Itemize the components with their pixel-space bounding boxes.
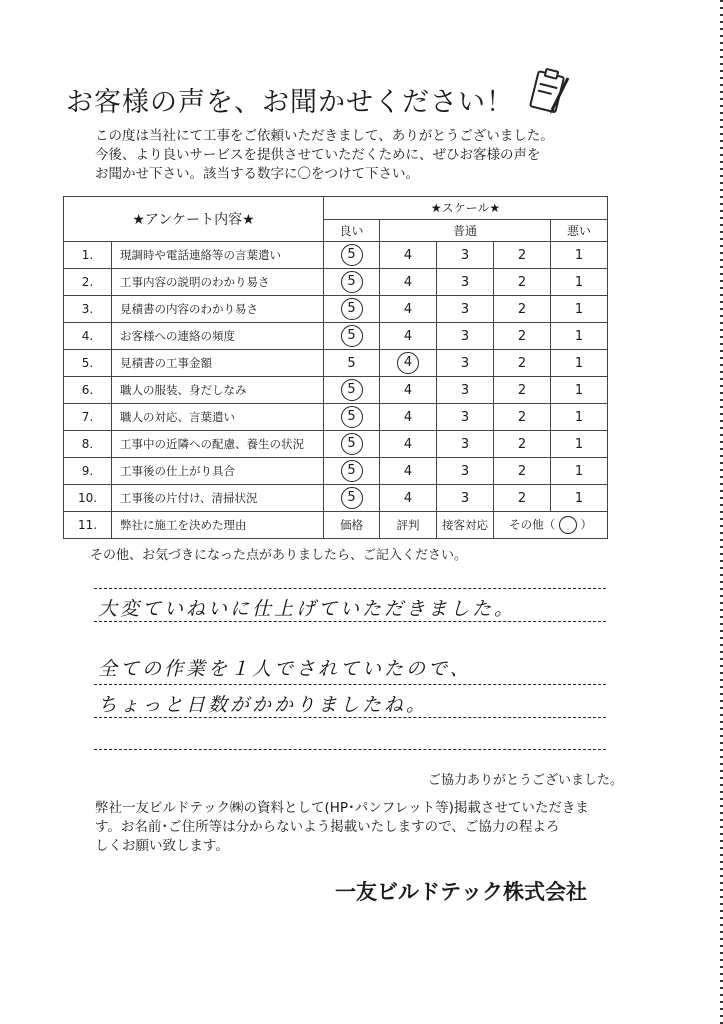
rating-cell xyxy=(494,296,551,323)
question-text: 職人の服装、身だしなみ xyxy=(112,377,324,404)
rating-cell xyxy=(324,404,380,431)
question-text: 現調時や電話連絡等の言葉遣い xyxy=(112,242,324,269)
option-service: 接客対応 xyxy=(437,512,494,539)
rating-cell xyxy=(437,269,494,296)
row-number: 8. xyxy=(64,431,112,458)
table-row xyxy=(64,458,608,485)
rating-value: 1 xyxy=(574,301,584,317)
handwritten-comment: 大変ていねいに仕上げていただきました。 xyxy=(98,598,517,620)
intro-text xyxy=(95,127,615,184)
row-number: 2. xyxy=(64,269,112,296)
comment-line xyxy=(94,588,606,589)
rating-value: 4 xyxy=(403,490,413,506)
rating-value: 5 xyxy=(347,355,356,371)
rating-value: 1 xyxy=(574,328,584,344)
row-number: 7. xyxy=(64,404,112,431)
survey-header-title: ★アンケート内容★ xyxy=(64,197,324,242)
rating-value: 4 xyxy=(403,328,413,344)
rating-selected: 5 xyxy=(341,379,363,401)
rating-value: 1 xyxy=(574,436,584,452)
question-text: お客様への連絡の頻度 xyxy=(112,323,324,350)
rating-selected: 5 xyxy=(341,271,363,293)
rating-value: 2 xyxy=(517,274,527,290)
intro-line: お聞かせ下さい。該当する数字に〇をつけて下さい。 xyxy=(95,166,419,182)
rating-cell xyxy=(324,296,380,323)
rating-cell xyxy=(437,431,494,458)
rating-selected: 5 xyxy=(341,487,363,509)
rating-value: 3 xyxy=(460,382,470,398)
rating-cell xyxy=(380,458,437,485)
rating-value: 1 xyxy=(574,247,584,263)
rating-cell xyxy=(494,458,551,485)
rating-cell xyxy=(380,269,437,296)
rating-cell xyxy=(437,485,494,512)
row-number: 1. xyxy=(64,242,112,269)
option-other-close: ） xyxy=(580,517,592,532)
rating-value: 3 xyxy=(460,409,470,425)
rating-cell xyxy=(437,377,494,404)
rating-cell xyxy=(551,242,608,269)
rating-selected: 5 xyxy=(341,460,363,482)
rating-cell xyxy=(380,404,437,431)
rating-value: 2 xyxy=(517,355,527,371)
table-row xyxy=(64,242,608,269)
rating-value: 3 xyxy=(460,355,470,371)
clipboard-pencil-icon xyxy=(522,66,574,118)
rating-value: 4 xyxy=(403,301,413,317)
table-row xyxy=(64,296,608,323)
rating-cell xyxy=(380,296,437,323)
comment-line xyxy=(94,684,606,685)
rating-selected: 5 xyxy=(341,433,363,455)
row-number: 4. xyxy=(64,323,112,350)
table-row xyxy=(64,269,608,296)
rating-value: 3 xyxy=(460,247,470,263)
rating-selected: 5 xyxy=(341,298,363,320)
rating-value: 1 xyxy=(574,490,584,506)
rating-cell xyxy=(324,350,380,377)
table-row xyxy=(64,350,608,377)
rating-value: 3 xyxy=(460,301,470,317)
row-number: 10. xyxy=(64,485,112,512)
rating-value: 4 xyxy=(403,247,413,263)
rating-value: 2 xyxy=(517,382,527,398)
row-number: 6. xyxy=(64,377,112,404)
question-text: 職人の対応、言葉遣い xyxy=(112,404,324,431)
rating-value: 2 xyxy=(517,436,527,452)
rating-cell xyxy=(551,350,608,377)
rating-value: 4 xyxy=(403,274,413,290)
question-text: 見積書の工事金額 xyxy=(112,350,324,377)
rating-cell xyxy=(494,323,551,350)
option-reputation: 評判 xyxy=(380,512,437,539)
table-row xyxy=(64,377,608,404)
row-number: 11. xyxy=(64,512,112,539)
rating-value: 1 xyxy=(574,355,584,371)
rating-cell xyxy=(380,242,437,269)
question-text: 工事内容の説明のわかり易さ xyxy=(112,269,324,296)
thanks-text: ご協力ありがとうございました。 xyxy=(428,773,624,788)
rating-value: 2 xyxy=(517,247,527,263)
rating-value: 1 xyxy=(574,409,584,425)
rating-selected: 4 xyxy=(397,352,419,374)
rating-cell xyxy=(551,485,608,512)
rating-cell xyxy=(437,458,494,485)
row-number: 3. xyxy=(64,296,112,323)
rating-value: 3 xyxy=(460,274,470,290)
rating-value: 3 xyxy=(460,436,470,452)
company-name: 一友ビルドテック株式会社 xyxy=(335,879,587,904)
rating-value: 2 xyxy=(517,409,527,425)
rating-cell xyxy=(551,377,608,404)
rating-cell xyxy=(380,377,437,404)
rating-value: 4 xyxy=(403,382,413,398)
rating-value: 4 xyxy=(403,409,413,425)
rating-value: 2 xyxy=(517,463,527,479)
rating-value: 2 xyxy=(517,301,527,317)
question-text: 工事後の片付け、清掃状況 xyxy=(112,485,324,512)
rating-cell xyxy=(551,323,608,350)
comment-line xyxy=(94,621,606,622)
handwritten-comment: ちょっと日数がかかりましたね。 xyxy=(98,694,429,716)
table-row xyxy=(64,323,608,350)
disclaimer-text xyxy=(95,799,615,856)
table-row xyxy=(64,404,608,431)
scale-header: ★スケール★ xyxy=(324,197,608,220)
rating-selected: 5 xyxy=(341,244,363,266)
row-number: 5. xyxy=(64,350,112,377)
rating-value: 2 xyxy=(517,328,527,344)
rating-cell xyxy=(437,404,494,431)
survey-table xyxy=(63,196,608,539)
rating-cell xyxy=(324,323,380,350)
rating-value: 1 xyxy=(574,274,584,290)
handwritten-comment: 全ての作業を１人でされていたので、 xyxy=(98,658,472,680)
scale-good-label: 良い xyxy=(324,219,380,242)
disclaimer-line: す。お名前･ご住所等は分からないよう掲載いたしますので、ご協力の程よろ xyxy=(95,819,560,835)
rating-value: 3 xyxy=(460,463,470,479)
rating-cell xyxy=(494,377,551,404)
question-text: 工事中の近隣への配慮、養生の状況 xyxy=(112,431,324,458)
comment-line xyxy=(94,717,606,718)
rating-value: 1 xyxy=(574,382,584,398)
comment-line xyxy=(94,749,606,750)
page-title: お客様の声を、お聞かせください！ xyxy=(66,87,514,118)
intro-line: この度は当社にて工事をご依頼いただきまして、ありがとうございました。 xyxy=(95,128,554,144)
rating-cell xyxy=(437,296,494,323)
rating-cell xyxy=(551,458,608,485)
rating-cell xyxy=(380,431,437,458)
rating-cell xyxy=(324,431,380,458)
rating-cell xyxy=(324,242,380,269)
question-text: 工事後の仕上がり具合 xyxy=(112,458,324,485)
rating-value: 4 xyxy=(403,463,413,479)
option-other xyxy=(494,512,608,539)
rating-selected: 5 xyxy=(341,325,363,347)
rating-cell xyxy=(324,485,380,512)
question-text: 見積書の内容のわかり易さ xyxy=(112,296,324,323)
rating-cell xyxy=(494,269,551,296)
rating-cell xyxy=(380,323,437,350)
row-number: 9. xyxy=(64,458,112,485)
rating-value: 3 xyxy=(460,328,470,344)
rating-cell xyxy=(551,404,608,431)
table-row xyxy=(64,485,608,512)
rating-cell xyxy=(380,350,437,377)
option-other-label: その他（ xyxy=(509,517,556,532)
selection-circle xyxy=(559,516,577,534)
intro-line: 今後、より良いサービスを提供させていただくために、ぜひお客様の声を xyxy=(95,147,541,163)
rating-cell xyxy=(551,269,608,296)
comment-prompt: その他、お気づきになった点がありましたら、ご記入ください。 xyxy=(90,548,468,563)
rating-cell xyxy=(324,269,380,296)
rating-cell xyxy=(494,431,551,458)
rating-value: 2 xyxy=(517,490,527,506)
rating-value: 1 xyxy=(574,463,584,479)
disclaimer-line: しくお願い致します。 xyxy=(95,838,229,854)
scale-normal-label: 普通 xyxy=(380,219,551,242)
table-row xyxy=(64,512,608,539)
rating-cell xyxy=(324,377,380,404)
rating-selected: 5 xyxy=(341,406,363,428)
rating-cell xyxy=(494,350,551,377)
rating-cell xyxy=(324,458,380,485)
rating-cell xyxy=(437,323,494,350)
rating-cell xyxy=(437,242,494,269)
rating-cell xyxy=(437,350,494,377)
rating-cell xyxy=(494,485,551,512)
table-row xyxy=(64,431,608,458)
disclaimer-line: 弊社一友ビルドテック㈱の資料として(HP･パンフレット等)掲載させていただきま xyxy=(95,800,589,816)
option-price: 価格 xyxy=(324,512,380,539)
rating-cell xyxy=(380,485,437,512)
rating-cell xyxy=(551,431,608,458)
question-text: 弊社に施工を決めた理由 xyxy=(112,512,324,539)
rating-cell xyxy=(494,404,551,431)
rating-value: 4 xyxy=(403,436,413,452)
rating-value: 3 xyxy=(460,490,470,506)
scale-bad-label: 悪い xyxy=(551,219,608,242)
rating-cell xyxy=(551,296,608,323)
rating-cell xyxy=(494,242,551,269)
